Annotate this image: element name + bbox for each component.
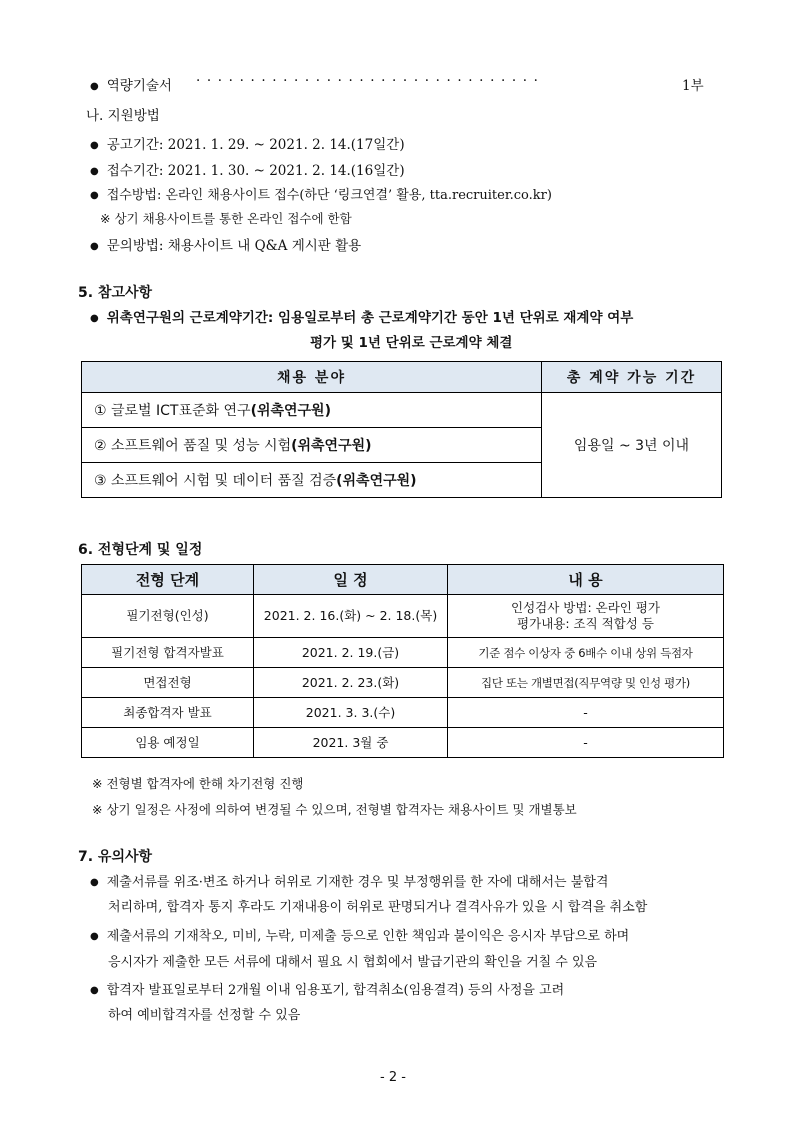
bullet-icon: ● [90,241,99,252]
table-header-row [82,362,722,393]
table-cell: 최종합격자 발표 [82,698,254,728]
bullet-icon: ● [90,190,99,201]
doc-item [90,74,172,94]
table-row [82,698,724,728]
doc-item-label: 역량기술서 [106,78,172,94]
table-header: 총 계약 가능 기간 [542,362,722,393]
section5-bullet-cont: 평가 및 1년 단위로 근로계약 체결 [310,335,513,351]
page-number: - 2 - [380,1070,406,1085]
dot-leader: ································ [196,73,545,89]
table-cell: 2021. 2. 23.(화) [254,668,448,698]
table-header: 전형 단계 [82,565,254,595]
schedule-table [81,564,724,758]
list-item: ● 제출서류의 기재착오, 미비, 누락, 미제출 등으로 인한 책임과 불이익은 응시자 부담으로 하며 [90,929,630,944]
table-cell: 면접전형 [82,668,254,698]
list-item: ● 제출서류를 위조·변조 하거나 허위로 기재한 경우 및 부정행위를 한 자에 대해서는 불합격 [90,875,609,890]
table-cell: 2021. 2. 16.(화) ~ 2. 18.(목) [254,595,448,638]
table-cell-period: 임용일 ~ 3년 이내 [542,393,722,498]
list-item-cont: 응시자가 제출한 모든 서류에 대해서 필요 시 협회에서 발급기관의 확인을 거칠 수 있음 [108,955,598,970]
bullet-icon: ● [90,313,99,324]
table-row [82,728,724,758]
table-cell: ② 소프트웨어 품질 및 성능 시험(위촉연구원) [82,428,542,463]
table-cell: - [448,728,724,758]
section-title: 5. 참고사항 [78,285,153,301]
list-item-cont: 하여 예비합격자를 선정할 수 있음 [108,1008,301,1023]
table-cell: 기준 점수 이상자 중 6배수 이내 상위 득점자 [448,638,724,668]
table-row [82,393,722,428]
table-cell: - [448,698,724,728]
list-item [90,133,405,153]
list-item [90,184,552,203]
bullet-icon: ● [90,931,99,942]
list-item: ● 합격자 발표일로부터 2개월 이내 임용포기, 합격취소(임용결격) 등의 사정을 고려 [90,983,565,998]
list-item [90,159,405,179]
table-header: 내 용 [448,565,724,595]
section-title: 7. 유의사항 [78,849,153,865]
note: ※ 상기 채용사이트를 통한 온라인 접수에 한함 [100,211,352,226]
list-item-cont: 처리하며, 합격자 통지 후라도 기재내용이 허위로 판명되거나 결격사유가 있을 시 합격을 취소함 [108,900,648,915]
table-header: 채용 분야 [82,362,542,393]
list-item [90,234,361,254]
table-cell: 2021. 3월 중 [254,728,448,758]
bullet-icon: ● [90,81,99,92]
list-item-text: 접수방법: 온라인 채용사이트 접수(하단 ‘링크연결’ 활용, tta.recruiter.co.kr) [106,188,552,203]
section-title: 6. 전형단계 및 일정 [78,542,203,558]
section5-bullet: ● 위촉연구원의 근로계약기간: 임용일로부터 총 근로계약기간 동안 1년 단위로 재계약 여부 [90,310,634,326]
table-header-row [82,565,724,595]
table-cell: 임용 예정일 [82,728,254,758]
table-cell: 2021. 2. 19.(금) [254,638,448,668]
table-cell: 2021. 3. 3.(수) [254,698,448,728]
table-cell: 필기전형(인성) [82,595,254,638]
table-cell: 필기전형 합격자발표 [82,638,254,668]
table-header: 일 정 [254,565,448,595]
contract-table [81,361,722,498]
table-cell: 인성검사 방법: 온라인 평가 평가내용: 조직 적합성 등 [448,595,724,638]
note: ※ 상기 일정은 사정에 의하여 변경될 수 있으며, 전형별 합격자는 채용사이트 및 개별통보 [92,802,577,817]
bullet-icon: ● [90,166,99,177]
table-row [82,638,724,668]
table-cell: ③ 소프트웨어 시험 및 데이터 품질 검증(위촉연구원) [82,463,542,498]
list-item-text: 접수기간: 2021. 1. 30. ~ 2021. 2. 14.(16일간) [106,163,405,179]
doc-item-count: 1부 [682,78,704,94]
table-cell: 집단 또는 개별면접(직무역량 및 인성 평가) [448,668,724,698]
table-row [82,668,724,698]
table-cell: ① 글로벌 ICT표준화 연구(위촉연구원) [82,393,542,428]
table-row [82,595,724,638]
bullet-icon: ● [90,140,99,151]
bullet-icon: ● [90,877,99,888]
list-item-text: 공고기간: 2021. 1. 29. ~ 2021. 2. 14.(17일간) [106,137,405,153]
bullet-icon: ● [90,985,99,996]
note: ※ 전형별 합격자에 한해 차기전형 진행 [92,776,304,791]
subsection-title: 나. 지원방법 [86,108,160,124]
list-item-text: 문의방법: 채용사이트 내 Q&A 게시판 활용 [106,238,362,254]
